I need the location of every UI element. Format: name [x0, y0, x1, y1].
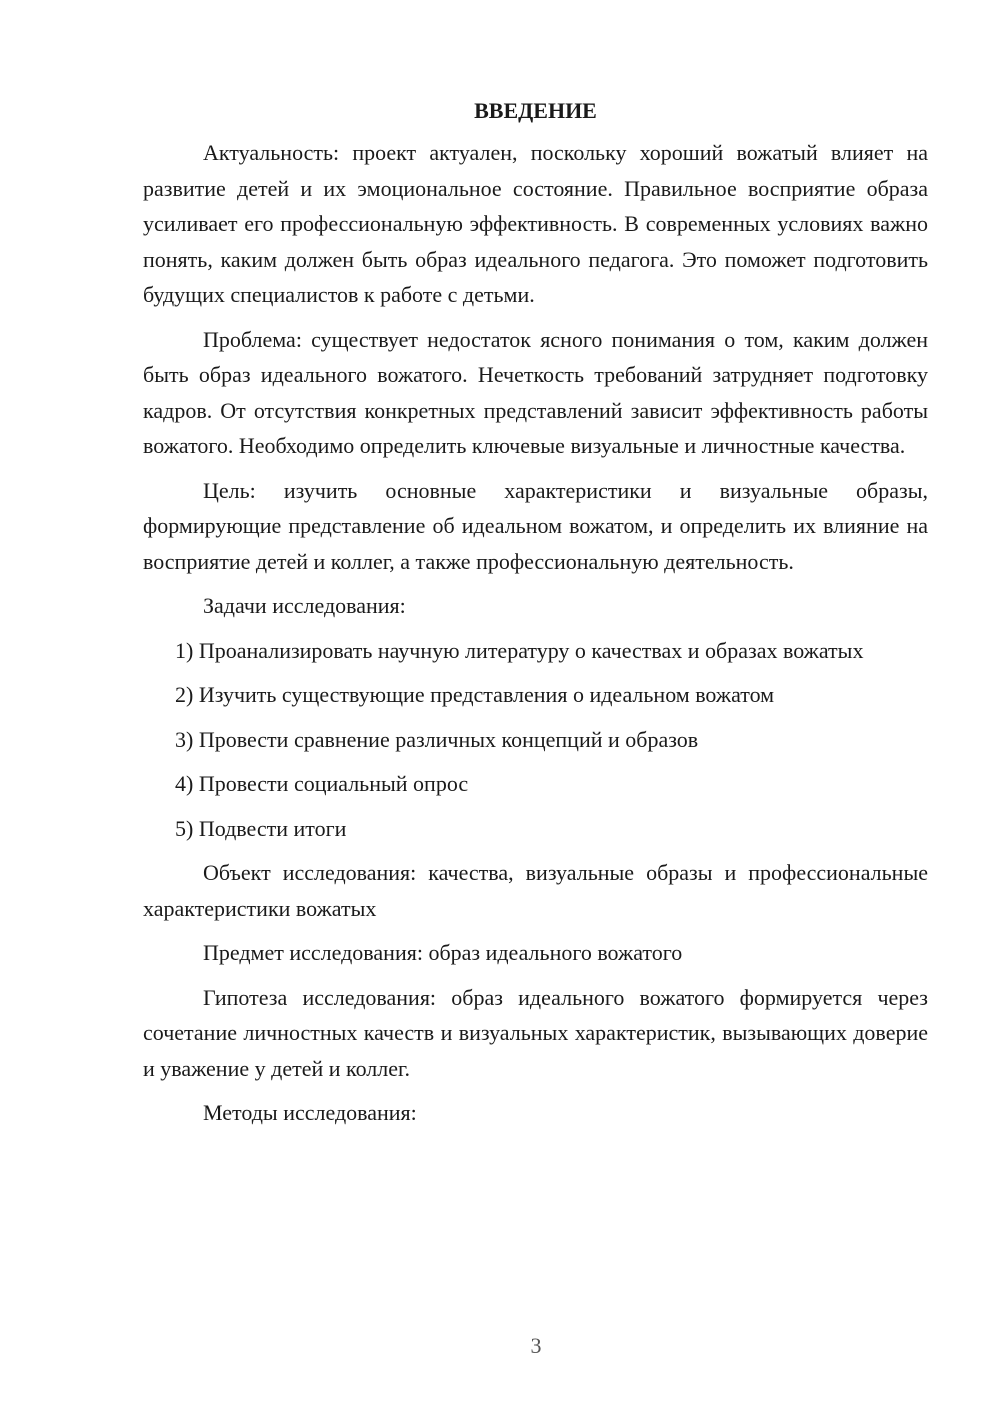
- subject-paragraph: Предмет исследования: образ идеального вожатого: [203, 940, 683, 965]
- task-item: 1) Проанализировать научную литературу о качествах и образах вожатых: [175, 637, 864, 663]
- section-title: ВВЕДЕНИЕ: [474, 98, 597, 123]
- task-item: 4) Провести социальный опрос: [175, 771, 469, 796]
- object-paragraph: Объект исследования: качества, визуальные образы и профессиональные характеристики вожатых: [143, 860, 928, 921]
- goal-paragraph: Цель: изучить основные характеристики и визуальные образы, формирующие представление об идеальном вожатом, и определить их влияние на восприятие детей и коллег, а также профессиональную деятельность.: [143, 477, 928, 574]
- hypothesis-paragraph: Гипотеза исследования: образ идеального вожатого формируется через сочетание личностных качеств и визуальных характеристик, вызывающих доверие и уважение у детей и коллег.: [143, 984, 928, 1081]
- relevance-paragraph: Актуальность: проект актуален, поскольку хороший вожатый влияет на развитие детей и их эмоциональное состояние. Правильное восприятие образа усиливает его профессиональную эффективность. В современных условиях важно понять, каким должен быть образ идеального педагога. Это поможет подготовить будущих специалистов к работе с детьми.: [143, 140, 928, 307]
- task-item: 2) Изучить существующие представления о идеальном вожатом: [175, 682, 775, 707]
- methods-heading: Методы исследования:: [203, 1100, 417, 1125]
- page-number: 3: [530, 1333, 542, 1358]
- task-item: 3) Провести сравнение различных концепций и образов: [175, 726, 699, 752]
- task-item: 5) Подвести итоги: [175, 815, 347, 841]
- page-content: [143, 96, 928, 1140]
- tasks-heading: Задачи исследования:: [203, 593, 406, 618]
- problem-paragraph: Проблема: существует недостаток ясного понимания о том, каким должен быть образ идеального вожатого. Нечеткость требований затрудняет подготовку кадров. От отсутствия конкретных представлений зависит эффективность работы вожатого. Необходимо определить ключевые визуальные и личностные качества.: [143, 326, 928, 458]
